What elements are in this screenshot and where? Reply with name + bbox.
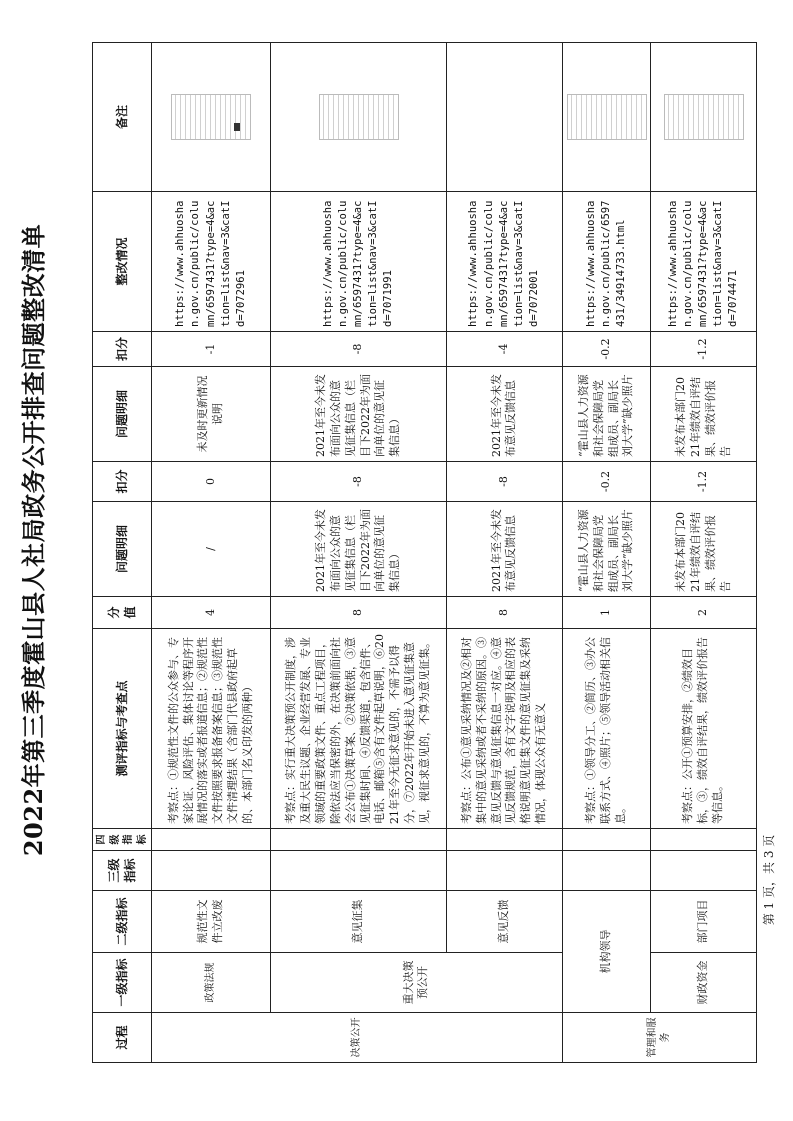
screenshot-thumbnail xyxy=(664,94,744,140)
level3-cell xyxy=(152,851,271,891)
table-row xyxy=(271,43,447,1063)
problem2-cell: 2021年至今未发布意见反馈信息 xyxy=(447,367,563,462)
header-process: 过程 xyxy=(93,1013,152,1063)
rectify-link[interactable]: https://www.ahhuoshan.gov.cn/public/column/6597431?type=4&action=list&nav=3&catId=7071991 xyxy=(271,192,447,332)
deduct1-cell: -8 xyxy=(447,462,563,502)
level3-cell xyxy=(271,851,447,891)
level3-cell xyxy=(562,851,651,891)
level2-cell: 意见反馈 xyxy=(447,891,563,953)
level3-cell xyxy=(447,851,563,891)
deduct1-cell: -0.2 xyxy=(562,462,651,502)
deduct1-cell: -1.2 xyxy=(651,462,757,502)
criteria-cell: 考察点：公布①意见采纳情况及②相对集中的意见采纳或者不采纳的原因。③意见反馈与意见征集信息一对应。④意见反馈规范，含有文字说明及相应的表格说明意见征集文件的意见征集及采纳情况，体现公众有无意义 xyxy=(447,629,563,829)
remarks-cell xyxy=(447,43,563,192)
problem1-cell: 未发布本部门2021年绩效自评结果、绩效评价报告 xyxy=(651,502,757,597)
problem1-cell: / xyxy=(152,502,271,597)
header-criteria: 测评指标与考查点 xyxy=(93,629,152,829)
deduct2-cell: -8 xyxy=(271,332,447,367)
header-score: 分值 xyxy=(93,597,152,629)
score-cell: 2 xyxy=(651,597,757,629)
level1-cell: 机构领导 xyxy=(562,891,651,1013)
remarks-cell xyxy=(152,43,271,192)
deduct1-cell: -8 xyxy=(271,462,447,502)
header-level3: 三级指标 xyxy=(93,851,152,891)
level3-cell xyxy=(651,851,757,891)
problem1-cell: 2021年至今未发布面向公众的意见征集信息（栏目下2022年为面向单位的意见征集信息） xyxy=(271,502,447,597)
header-remarks: 备注 xyxy=(93,43,152,192)
score-cell: 8 xyxy=(447,597,563,629)
deduct2-cell: -1 xyxy=(152,332,271,367)
level4-cell xyxy=(271,829,447,851)
header-row xyxy=(93,43,152,1063)
screenshot-thumbnail xyxy=(567,94,647,140)
level1-cell: 政策法规 xyxy=(152,953,271,1013)
problem2-cell: 未及时更新情况说明 xyxy=(152,367,271,462)
header-rectify: 整改情况 xyxy=(93,192,152,332)
title-text: 2022年第三季度霍山县人社局政务公开排查问题整改清单 xyxy=(19,223,48,857)
header-level2: 二级指标 xyxy=(93,891,152,953)
problem2-cell: 2021年至今未发布面向公众的意见征集信息（栏目下2022年为面向单位的意见征集信息） xyxy=(271,367,447,462)
level1-cell: 财政资金 xyxy=(651,953,757,1013)
deduct1-cell: 0 xyxy=(152,462,271,502)
remarks-cell xyxy=(651,43,757,192)
header-level4: 四级指标 xyxy=(93,829,152,851)
rectification-table-frame xyxy=(92,43,757,1063)
rectify-link[interactable]: https://www.ahhuoshan.gov.cn/public/6597431/34914733.html xyxy=(562,192,651,332)
deduct2-cell: -0.2 xyxy=(562,332,651,367)
level2-cell: 意见征集 xyxy=(271,891,447,953)
remarks-cell xyxy=(562,43,651,192)
level1-cell: 重大决策预公开 xyxy=(271,953,563,1013)
header-deduct2: 扣分 xyxy=(93,332,152,367)
header-problem2: 问题明细 xyxy=(93,367,152,462)
screenshot-thumbnail xyxy=(171,94,251,140)
criteria-cell: 考察点：公开①预算安排，②绩效目标，③，绩效自评结果，绩效评价报告等信息。 xyxy=(651,629,757,829)
deduct2-cell: -4 xyxy=(447,332,563,367)
table-row xyxy=(651,43,757,1063)
criteria-cell: 考察点：①规范性文件的公众参与、专家论证、风险评估、集体讨论等程序开展情况的落实或者报道信息；②规范性文件按照要求报备备案信息；③规范性文件清理结果（含部门代县政府起草的、本部门名义印发的两种） xyxy=(152,629,271,829)
level2-cell: 部门项目 xyxy=(651,891,757,953)
score-cell: 1 xyxy=(562,597,651,629)
process-cell: 管理和服务 xyxy=(562,1013,756,1063)
criteria-cell: 考察点：①领导分工、②简历、③办公联系方式、④照片；⑤领导活动相关信息。 xyxy=(562,629,651,829)
rectify-link[interactable]: https://www.ahhuoshan.gov.cn/public/column/6597431?type=4&action=list&nav=3&catId=7072961 xyxy=(152,192,271,332)
score-cell: 4 xyxy=(152,597,271,629)
header-deduct1: 扣分 xyxy=(93,462,152,502)
level4-cell xyxy=(562,829,651,851)
level4-cell xyxy=(447,829,563,851)
table-row xyxy=(152,43,271,1063)
remarks-cell xyxy=(271,43,447,192)
criteria-cell: 考察点：实行重大决策预公开制度，涉及重大民生议题、企业经营发展、专业领域的重要政策文件、重点工程项目，除依法应当保密的外，在决策前面向社会公布①决策草案、②决策依据，③意见征集时间、④反馈渠道，包含信件、电话、邮箱⑤含有文件起草说明，⑥2021年至今无征求意见的，不需予以得分，⑦2022年开始未进入意见征集意见，视征求意见的，不算为意见征集。 xyxy=(271,629,447,829)
rectify-link[interactable]: https://www.ahhuoshan.gov.cn/public/column/6597431?type=4&action=list&nav=3&catId=7072001 xyxy=(447,192,563,332)
page-footer: 第 1 页，共 3 页 xyxy=(762,834,776,926)
problem1-cell: 2021年至今未发布意见反馈信息 xyxy=(447,502,563,597)
header-level1: 一级指标 xyxy=(93,953,152,1013)
rectification-table xyxy=(92,42,757,1063)
screenshot-thumbnail xyxy=(319,94,399,140)
problem1-cell: “霍山县人力资源和社会保障局党组成员、副局长刘大学”缺少照片 xyxy=(562,502,651,597)
process-cell: 决策公开 xyxy=(152,1013,562,1063)
table-row xyxy=(447,43,563,1063)
level4-cell xyxy=(651,829,757,851)
page-title xyxy=(14,40,54,1040)
level4-cell xyxy=(152,829,271,851)
problem2-cell: 未发布本部门2021年绩效自评结果、绩效评价报告 xyxy=(651,367,757,462)
table-row xyxy=(562,43,651,1063)
rectify-link[interactable]: https://www.ahhuoshan.gov.cn/public/column/6597431?type=4&action=list&nav=3&catId=7074471 xyxy=(651,192,757,332)
deduct2-cell: -1.2 xyxy=(651,332,757,367)
problem2-cell: “霍山县人力资源和社会保障局党组成员、副局长刘大学”缺少照片 xyxy=(562,367,651,462)
score-cell: 8 xyxy=(271,597,447,629)
level2-cell: 规范性文件立改废 xyxy=(152,891,271,953)
header-problem1: 问题明细 xyxy=(93,502,152,597)
